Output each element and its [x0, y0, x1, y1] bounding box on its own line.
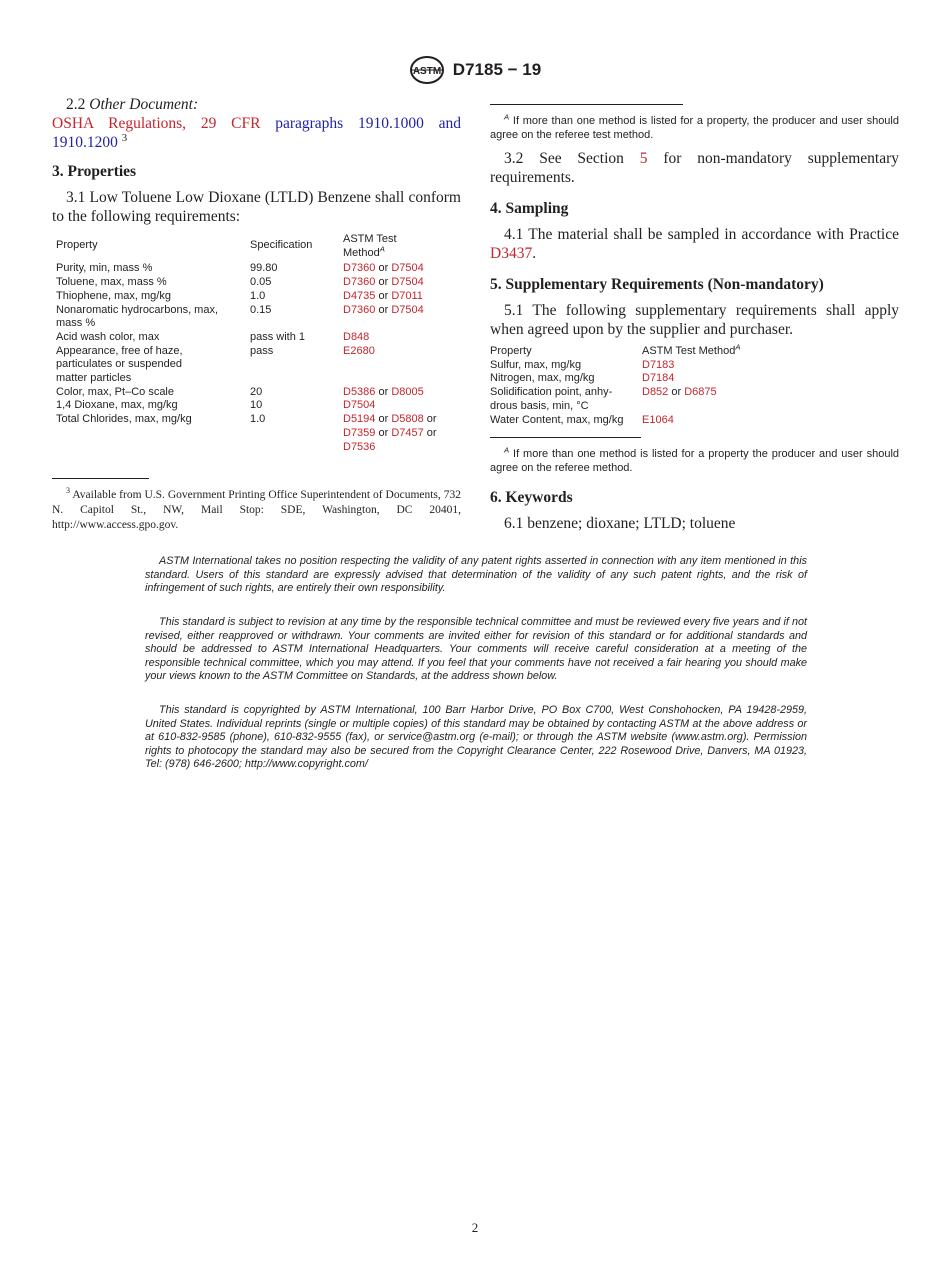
para-4-1: 4.1 The material shall be sampled in accordance with Practice D3437. — [490, 226, 899, 262]
table-row: Nitrogen, max, mg/kg D7184 — [490, 372, 675, 385]
section-5-link[interactable]: 5 — [639, 150, 648, 167]
method-link[interactable]: D7359 — [343, 426, 376, 439]
copyright-notice: This standard is copyrighted by ASTM International, 100 Barr Harbor Drive, PO Box C700, West Conshohocken, PA 19428-2959, United States. Individual reprints (single or multiple copies) of this standard may be obtained by contacting ASTM at the above address or at 610-832-9585 (phone), 610-832-9555 (fax), or service@astm.org (e-mail); or through the ASTM website (www.astm.org). Permission rights to photocopy the standard may also be secured from the Copyright Clearance Center, 222 Rosewood Drive, Danvers, MA 01923, Tel: (978) 646-2600; http://www.copyright.com/ — [145, 704, 807, 771]
page-number: 2 — [471, 1220, 479, 1235]
footnote-a-2: $^A$ If more than one method is listed for a property the producer and user should agree on the referee method. — [490, 445, 900, 474]
method-link[interactable]: D7360 — [343, 276, 376, 289]
header-specification: Specification — [250, 239, 313, 251]
table-row: Total Chlorides, max, mg/kg 1.0 D5194 or D5808 or D7359 or D7457 or D7536 — [56, 413, 437, 453]
footnote-a-1: $^A$ If more than one method is listed for a property, the producer and user should agree on the referee test method. — [490, 112, 899, 141]
method-link[interactable]: E1064 — [642, 413, 674, 426]
section-title: Other Document: — [89, 96, 199, 113]
method-link[interactable]: D852 — [642, 386, 669, 399]
method-link[interactable]: D5386 — [343, 385, 376, 398]
table-row: Water Content, max, mg/kg E1064 — [490, 413, 674, 426]
heading-properties: 3. Properties — [52, 163, 137, 180]
cfr-1910-1200-link[interactable]: 1910.1200 — [52, 134, 118, 151]
astm-logo-icon — [409, 56, 445, 84]
method-link[interactable]: D5194 — [343, 413, 376, 426]
table-row: Sulfur, max, mg/kg D7183 — [490, 358, 675, 371]
header-property: Property — [56, 239, 98, 251]
table-end-divider — [490, 104, 683, 105]
table-row: 1,4 Dioxane, max, mg/kg 10 D7504 — [56, 399, 376, 412]
header-method: ASTM Test Method$^A$ — [343, 233, 397, 259]
method-link[interactable]: D7457 — [391, 426, 424, 439]
table-row: Thiophene, max, mg/kg 1.0 D4735 or D7011 — [56, 289, 423, 302]
method-link[interactable]: D5808 — [391, 413, 424, 426]
table-header-row — [56, 233, 463, 260]
table-row: Appearance, free of haze, particulates or suspended matter particles pass E2680 — [56, 344, 375, 385]
header-property: Property — [490, 345, 532, 357]
cfr-paragraphs-link[interactable]: paragraphs 1910.1000 and — [275, 115, 461, 132]
method-link[interactable]: D7360 — [343, 262, 376, 275]
method-link[interactable]: D7504 — [391, 276, 424, 289]
table-row: Color, max, Pt–Co scale 20 D5386 or D8005 — [56, 385, 424, 398]
method-link[interactable]: D7360 — [343, 303, 376, 316]
para-3-1: 3.1 Low Toluene Low Dioxane (LTLD) Benzene shall conform to the following requirements: — [52, 189, 461, 225]
page-header — [0, 56, 950, 84]
d3437-link[interactable]: D3437 — [490, 245, 533, 262]
method-link[interactable]: D848 — [343, 330, 370, 343]
section-number: 2.2 — [66, 96, 86, 113]
table-header-row — [490, 342, 899, 359]
method-link[interactable]: D7504 — [343, 399, 376, 412]
table-row: Toluene, max, mass % 0.05 D7360 or D7504 — [56, 276, 424, 289]
para-5-1: 5.1 The following supplementary requirements shall apply when agreed upon by the supplier and purchaser. — [490, 302, 899, 338]
patent-notice: ASTM International takes no position respecting the validity of any patent rights asserted in connection with any item mentioned in this standard. Users of this standard are expressly advised that determination of the validity of any such patent rights, and the risk of infringement of such rights, are entirely their own responsibility. — [145, 555, 807, 595]
table-end-divider — [490, 437, 641, 438]
heading-supplementary: 5. Supplementary Requirements (Non-mandatory) — [490, 276, 824, 293]
table-row: Solidification point, anhy- drous basis, min, °C D852 or D6875 — [490, 386, 717, 412]
table-row: Nonaromatic hydrocarbons, max, mass % 0.15 D7360 or D7504 — [56, 303, 424, 330]
method-link[interactable]: D8005 — [391, 385, 424, 398]
header-method: ASTM Test Method$^A$ — [642, 342, 741, 357]
svg-text:ASTM: ASTM — [412, 66, 441, 77]
method-link[interactable]: D7504 — [391, 303, 424, 316]
method-link[interactable]: D7184 — [642, 372, 675, 385]
method-link[interactable]: D7183 — [642, 358, 675, 371]
method-link[interactable]: D7011 — [391, 289, 423, 302]
method-link[interactable]: D6875 — [684, 386, 717, 399]
footnote-3: $^3$ Available from U.S. Government Printing Office Superintendent of Documents, 732 N. Capitol St., NW, Mail Stop: SDE, Washington, DC 20401, http://www.access.gpo.gov. — [52, 486, 461, 531]
supplementary-table — [490, 342, 899, 427]
properties-table — [56, 233, 463, 454]
document-designation: D7185 − 19 — [452, 60, 542, 79]
table-row: Acid wash color, max pass with 1 D848 — [56, 330, 370, 343]
footnote-divider — [52, 478, 149, 479]
heading-keywords: 6. Keywords — [490, 489, 573, 506]
method-link[interactable]: D7504 — [391, 262, 424, 275]
para-3-2: 3.2 See Section 5 for non-mandatory supplementary requirements. — [490, 150, 899, 186]
revision-notice: This standard is subject to revision at any time by the responsible technical committee and must be reviewed every five years and if not revised, either reapproved or withdrawn. Your comments are invited either for revision of this standard or for additional standards and should be addressed to ASTM International Headquarters. Your comments will receive careful consideration at a meeting of the responsible technical committee, which you may attend. If you feel that your comments have not received a fair hearing you should make your views known to the ASTM Committee on Standards, at the address shown below. — [145, 616, 807, 683]
section-2-2 — [52, 95, 461, 152]
method-link[interactable]: D4735 — [343, 289, 376, 302]
table-row: Purity, min, mass % 99.80 D7360 or D7504 — [56, 262, 424, 275]
osha-link[interactable]: OSHA Regulations, 29 CFR — [52, 115, 261, 132]
method-link[interactable]: E2680 — [343, 344, 375, 357]
heading-sampling: 4. Sampling — [490, 200, 569, 217]
footnote-ref: 3 — [121, 131, 128, 144]
method-link[interactable]: D7536 — [343, 440, 376, 453]
para-6-1: 6.1 benzene; dioxane; LTLD; toluene — [504, 515, 736, 532]
